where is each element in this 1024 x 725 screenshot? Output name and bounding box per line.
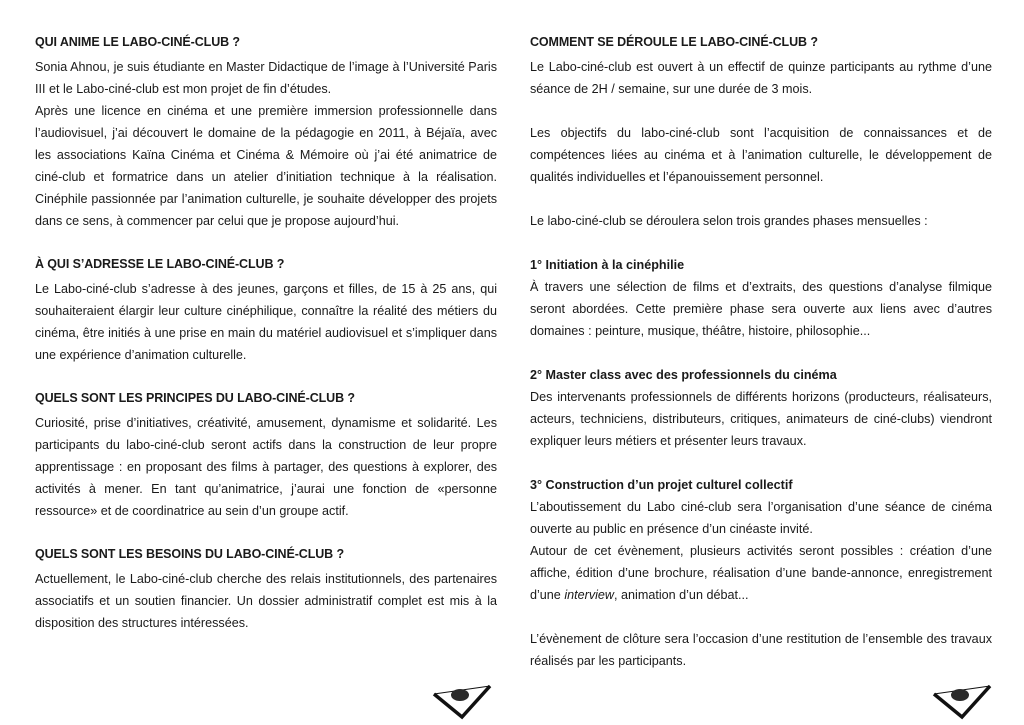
paragraph: Les objectifs du labo-ciné-club sont l’acquisition de connaissances et de compétences liées au cinéma et à l’animation culturelle, le développement de qualités individuelles et l’épanouissement personnel.	[530, 126, 992, 184]
paragraph: Actuellement, le Labo-ciné-club cherche des relais institutionnels, des partenaires associatifs et un soutien financier. Un dossier administratif complet est mis à la disposition des structures intéressées.	[35, 572, 497, 630]
text-run: , animation d’un débat...	[614, 588, 749, 602]
phase-title-3: 3° Construction d’un projet culturel collectif	[530, 478, 793, 492]
section-title-deroulement: COMMENT SE DÉROULE LE LABO-CINÉ-CLUB ?	[530, 35, 818, 49]
phase-title-1: 1° Initiation à la cinéphilie	[530, 258, 685, 272]
section-title-qui-anime: QUI ANIME LE LABO-CINÉ-CLUB ?	[35, 35, 240, 49]
paragraph: Sonia Ahnou, je suis étudiante en Master Didactique de l’image à l’Université Paris III et le Labo-ciné-club est mon projet de fin d’études.	[35, 60, 497, 96]
right-column	[530, 33, 992, 672]
closing-paragraph: L’évènement de clôture sera l’occasion d’une restitution de l’ensemble des travaux réalisés par les participants.	[530, 632, 992, 668]
paragraph: Après une licence en cinéma et une première immersion professionnelle dans l’audiovisuel, j’ai découvert le domaine de la pédagogie en 2011, à Béjaïa, avec les associations Kaïna Cinéma et Cinéma & Mémoire où j’ai été animatrice de ciné-club et formatrice dans un atelier d’initiation technique à la réalisation. Cinéphile passionnée par l’animation culturelle, je souhaite développer des projets dans ce sens, à commencer par celui que je propose aujourd’hui.	[35, 104, 497, 228]
text-run: Autour de cet évènement, plusieurs activités seront possibles : création d’une affiche, édition d’une brochure, réalisation d’une bande-annonce, enregistrement d’une	[530, 544, 992, 602]
italic-text-run: interview	[564, 588, 615, 602]
paragraph: Le Labo-ciné-club est ouvert à un effectif de quinze participants au rythme d’une séance de 2H / semaine, sur une durée de 3 mois.	[530, 60, 992, 96]
phase-text-3b	[530, 540, 992, 606]
eye-triangle-logo-icon	[928, 684, 994, 720]
left-column	[35, 33, 497, 634]
phase-text-2: Des intervenants professionnels de différents horizons (producteurs, réalisateurs, acteurs, techniciens, distributeurs, critiques, animateurs de ciné-clubs) viendront expliquer leurs métiers et présenter leurs travaux.	[530, 390, 992, 448]
eye-triangle-logo-icon	[428, 684, 494, 720]
paragraph: Curiosité, prise d’initiatives, créativité, amusement, dynamisme et solidarité. Les participants du labo-ciné-club seront actifs dans la construction de leur propre apprentissage : en proposant des films à partager, des questions à explorer, des activités à mener. En tant qu’animatrice, j’aurai une fonction de «personne ressource» et de coordinatrice au sein d’un groupe actif.	[35, 416, 497, 518]
section-title-besoins: QUELS SONT LES BESOINS DU LABO-CINÉ-CLUB ?	[35, 547, 345, 561]
section-title-a-qui: À QUI S’ADRESSE LE LABO-CINÉ-CLUB ?	[35, 257, 285, 271]
phase-title-2: 2° Master class avec des professionnels du cinéma	[530, 368, 837, 382]
phase-text-3a: L’aboutissement du Labo ciné-club sera l’organisation d’une séance de cinéma ouverte au public en présence d’un cinéaste invité.	[530, 500, 992, 536]
paragraph: Le Labo-ciné-club s’adresse à des jeunes, garçons et filles, de 15 à 25 ans, qui souhaiteraient élargir leur culture cinéphilique, connaître la réalité des métiers du cinéma, être initiés à une prise en main du matériel audiovisuel et s’impliquer dans une expérience d’animation culturelle.	[35, 282, 497, 362]
section-title-principes: QUELS SONT LES PRINCIPES DU LABO-CINÉ-CLUB ?	[35, 391, 355, 405]
phase-text-1: À travers une sélection de films et d’extraits, des questions d’analyse filmique seront abordées. Cette première phase sera ouverte aux liens avec d’autres domaines : peinture, musique, théâtre, histoire, philosophie...	[530, 280, 992, 338]
paragraph: Le labo-ciné-club se déroulera selon trois grandes phases mensuelles :	[530, 214, 928, 228]
